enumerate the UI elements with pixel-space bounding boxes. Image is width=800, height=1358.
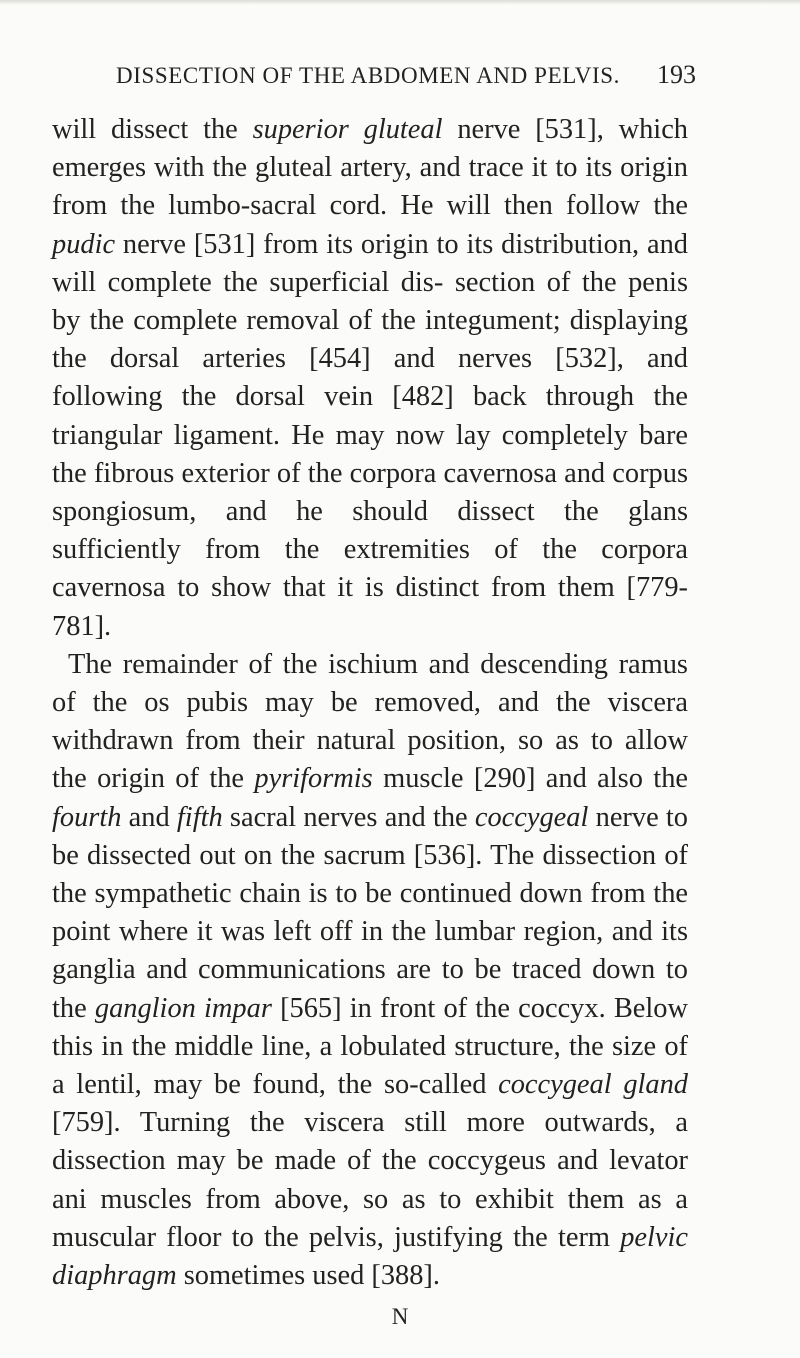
- italic-term: fourth: [52, 801, 122, 833]
- paragraph: [52, 646, 688, 1295]
- text-run: nerve [531] from its origin to its distribution, and will complete the superficial dis- section of the penis by the complete removal of the integument; displaying the dorsal arteries [454] and nerves [532], and following the dorsal vein [482] back through the triangular ligament. He may now lay completely bare the fibrous exterior of the corpora cavernosa and corpus spongiosum, and he should dissect the glans sufficiently from the extremities of the corpora cavernosa to show that it is distinct from them [779-781].: [52, 228, 688, 642]
- text-run: muscle [290] and also the: [372, 763, 688, 795]
- text-run: sacral nerves and the: [222, 801, 475, 833]
- page-number: 193: [657, 60, 696, 89]
- text-run: and: [121, 801, 177, 833]
- running-header: [116, 60, 696, 96]
- italic-term: ganglion impar: [94, 992, 272, 1024]
- italic-term: pyriformis: [254, 763, 373, 795]
- text-run: will dissect the: [52, 114, 253, 145]
- text-run: nerve to be dissected out on the sacrum [536]. The dissection of the sympathetic chain is to be continued down from the point where it was left off in the lumbar region, and its ganglia and communications are to be traced down to the: [52, 801, 689, 1024]
- page-top-edge: [0, 0, 800, 5]
- text-run: sometimes used [388].: [176, 1260, 440, 1292]
- italic-term: superior gluteal: [252, 114, 443, 145]
- italic-term: pelvic diaphragm: [52, 1221, 688, 1292]
- italic-term: coccygeal gland: [498, 1069, 688, 1101]
- paragraph: [52, 111, 688, 646]
- running-header-title: DISSECTION OF THE ABDOMEN AND PELVIS.: [116, 63, 620, 88]
- italic-term: fifth: [176, 801, 223, 833]
- signature-mark: N: [391, 1304, 409, 1329]
- text-run: [759]. Turning the viscera still more outwards, a dissection may be made of the coccygeus and levator ani muscles from above, so as to exhibit them as a muscular floor to the pelvis, justifying the term: [52, 1107, 688, 1253]
- italic-term: coccygeal: [474, 801, 589, 833]
- text-run: nerve [531], which emerges with the gluteal artery, and trace it to its origin from the lumbo-sacral cord. He will then follow the: [52, 114, 688, 222]
- text-run: [565] in front of the coccyx. Below this in the middle line, a lobulated structure, the size of a lentil, may be found, the so-called: [52, 992, 688, 1101]
- text-run: The remainder of the ischium and descending ramus of the os pubis may be removed, and the viscera withdrawn from their natural position, so as to allow the origin of the: [52, 648, 688, 795]
- body-text: [52, 111, 688, 1295]
- italic-term: pudic: [52, 228, 116, 260]
